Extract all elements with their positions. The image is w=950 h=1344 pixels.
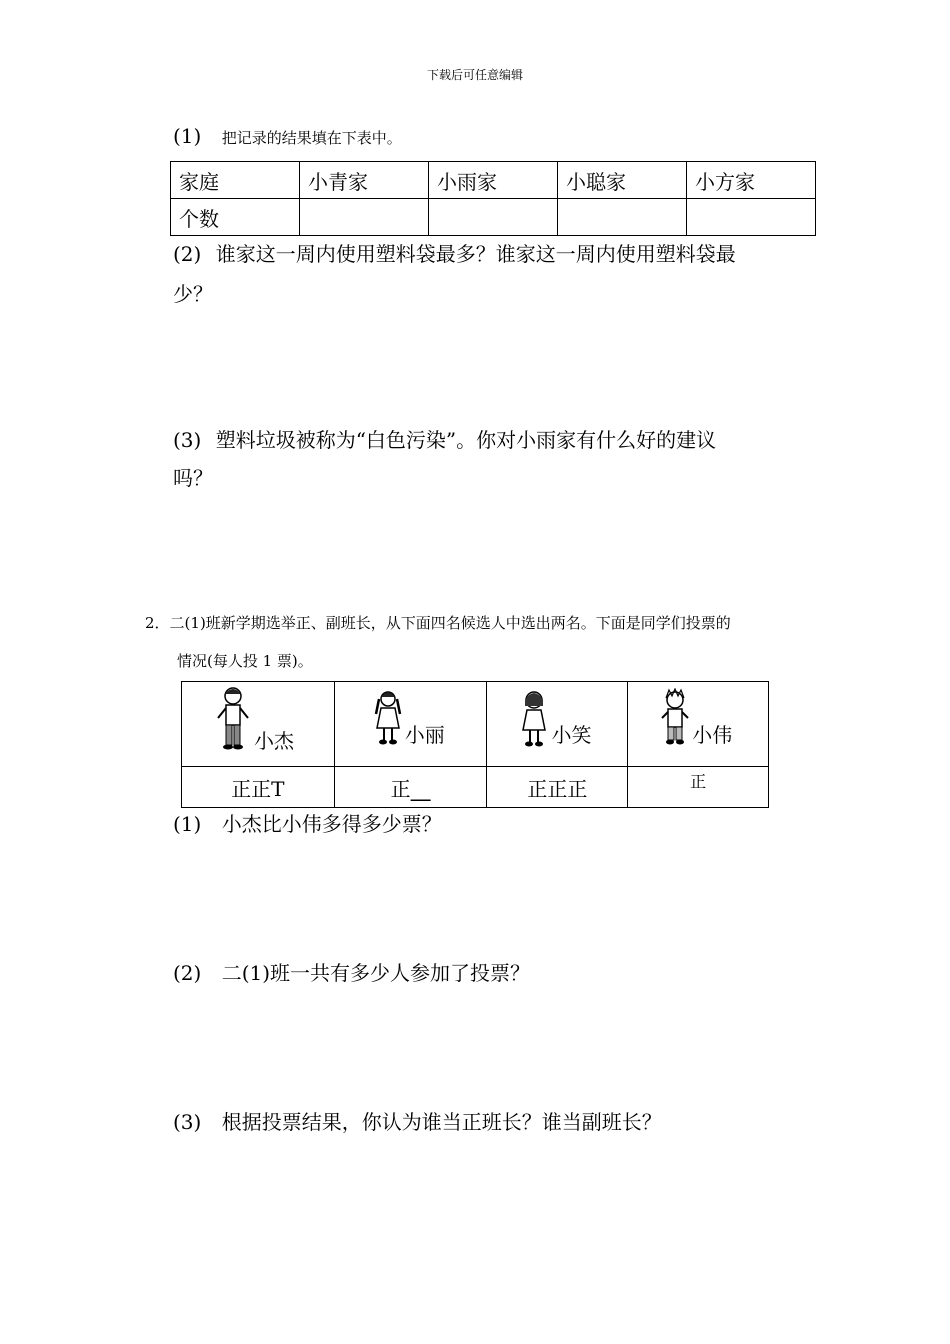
q2-intro-line2: 情况(每人投 1 票)。 [177, 652, 313, 670]
vote-table [181, 681, 769, 808]
candidate-name: 小丽 [404, 723, 445, 747]
q1-sub2-line1 [173, 238, 736, 267]
table-cell-blank[interactable] [429, 199, 558, 236]
candidate-row [182, 682, 769, 767]
q2-sub3 [173, 1106, 662, 1135]
candidate-name: 小伟 [692, 723, 733, 747]
q1-sub1 [173, 124, 402, 148]
table-header-cell: 小聪家 [558, 162, 687, 199]
boy-icon [216, 686, 250, 750]
table-header-cell: 小雨家 [429, 162, 558, 199]
q2-sub3-num: (3) [173, 1110, 202, 1134]
table-cell-blank[interactable] [300, 199, 429, 236]
table-cell-blank[interactable] [558, 199, 687, 236]
q2-sub1-text: 小杰比小伟多得多少票？ [221, 812, 442, 836]
table-row [171, 199, 816, 236]
girl-braids-icon [373, 690, 403, 746]
girl-icon [519, 690, 549, 748]
table-cell-blank[interactable] [687, 199, 816, 236]
q2-sub2 [173, 957, 530, 986]
page-header: 下载后可任意编辑 [426, 68, 523, 82]
candidate-name: 小杰 [254, 729, 294, 753]
boy-spiky-icon [660, 688, 690, 746]
table-row-label: 个数 [171, 199, 300, 236]
q1-sub3-line2: 吗？ [173, 466, 213, 490]
table-header-row [171, 162, 816, 199]
candidate-cell [487, 682, 628, 767]
candidate-name: 小笑 [551, 723, 592, 747]
table-header-cell: 家庭 [171, 162, 300, 199]
candidate-cell [182, 682, 335, 767]
q1-sub3-text: 塑料垃圾被称为“白色污染”。你对小雨家有什么好的建议 [215, 428, 717, 452]
q1-sub1-num: (1) [173, 124, 202, 148]
candidate-cell [628, 682, 769, 767]
tally-cell: 正正T [182, 767, 335, 808]
q2-sub2-text: 二(1)班一共有多少人参加了投票？ [221, 961, 531, 985]
household-table [170, 161, 816, 236]
q2-sub2-num: (2) [173, 961, 202, 985]
table-header-cell: 小青家 [300, 162, 429, 199]
q2-sub1-num: (1) [173, 812, 202, 836]
q2-sub3-text: 根据投票结果，你认为谁当正班长？谁当副班长？ [221, 1110, 662, 1134]
tally-cell: 正 [628, 767, 769, 808]
q1-sub3-line1 [173, 424, 716, 453]
q1-sub3-num: (3) [173, 428, 202, 452]
table-header-cell: 小方家 [687, 162, 816, 199]
tally-row [182, 767, 769, 808]
candidate-cell [334, 682, 487, 767]
q1-sub2-num: (2) [173, 242, 202, 266]
q1-sub2-text: 谁家这一周内使用塑料袋最多？谁家这一周内使用塑料袋最 [215, 242, 736, 266]
tally-cell: 正正正 [487, 767, 628, 808]
q2-intro-line1 [145, 612, 731, 633]
q1-sub2-line2: 少？ [173, 282, 213, 306]
q2-sub1 [173, 808, 442, 837]
tally-cell: 正⎽ [334, 767, 487, 808]
q2-num: 2． [145, 614, 170, 632]
q2-text: 二(1)班新学期选举正、副班长，从下面四名候选人中选出两名。下面是同学们投票的 [169, 614, 731, 632]
q1-sub1-text: 把记录的结果填在下表中。 [221, 129, 402, 147]
